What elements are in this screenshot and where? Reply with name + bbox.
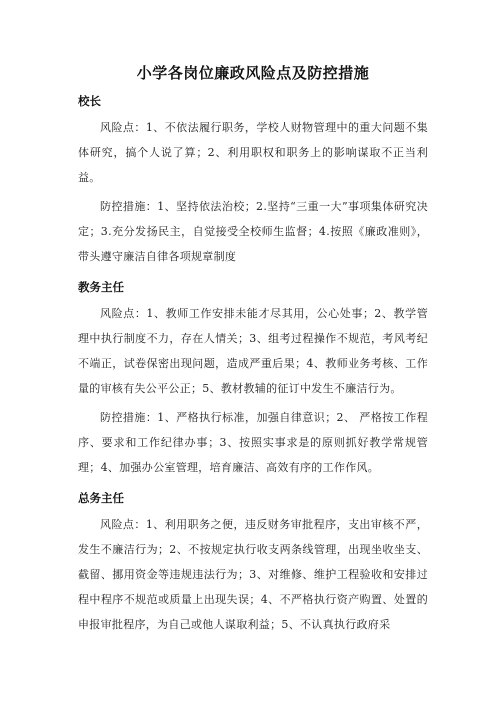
section-principal (78, 93, 428, 269)
role-heading: 教务主任 (78, 280, 124, 294)
role-heading: 校长 (78, 94, 101, 108)
risk-paragraph: 风险点：1、教师工作安排未能才尽其用，公心处事；2、教学管理中执行制度不力，存在人情关；3、组考过程操作不规范，考风考纪不端正，试卷保密出现问题，造成严重后果；4、教师业务考核、工作量的审核有失公平公正；5、教材教辅的征订中发生不廉洁行为。 (78, 307, 428, 395)
measures-paragraph: 防控措施：1、坚持依法治校；2.坚持“三重一大”事项集体研究决定；3.充分发扬民主，自觉接受全校师生监督；4.按照《廉政准则》，带头遵守廉洁自律各项规章制度 (78, 200, 428, 263)
role-heading: 总务主任 (78, 491, 124, 505)
risk-paragraph: 风险点：1、不依法履行职务，学校人财物管理中的重大问题不集体研究，搞个人说了算；2、利用职权和职务上的影响谋取不正当利益。 (78, 121, 428, 184)
risk-paragraph: 风险点：1、利用职务之便，违反财务审批程序，支出审核不严，发生不廉洁行为；2、不按规定执行收支两条线管理，出现坐收坐支、截留、挪用资金等违规违法行为；3、对维修、维护工程验收和安排过程中程序不规范或质量上出现失误；4、不严格执行资产购置、处置的申报审批程序，为自己或他人谋取利益；5、不认真执行政府采 (78, 518, 428, 631)
document-title: 小学各岗位廉政风险点及防控措施 (136, 64, 370, 82)
measures-paragraph: 防控措施：1、严格执行标准，加强自律意识；2、 严格按工作程序、要求和工作纪律办事；3、按照实事求是的原则抓好教学常规管理；4、加强办公室管理，培育廉洁、高效有序的工作作风。 (78, 411, 428, 474)
section-general-affairs-director (78, 490, 428, 637)
section-academic-director (78, 279, 428, 480)
